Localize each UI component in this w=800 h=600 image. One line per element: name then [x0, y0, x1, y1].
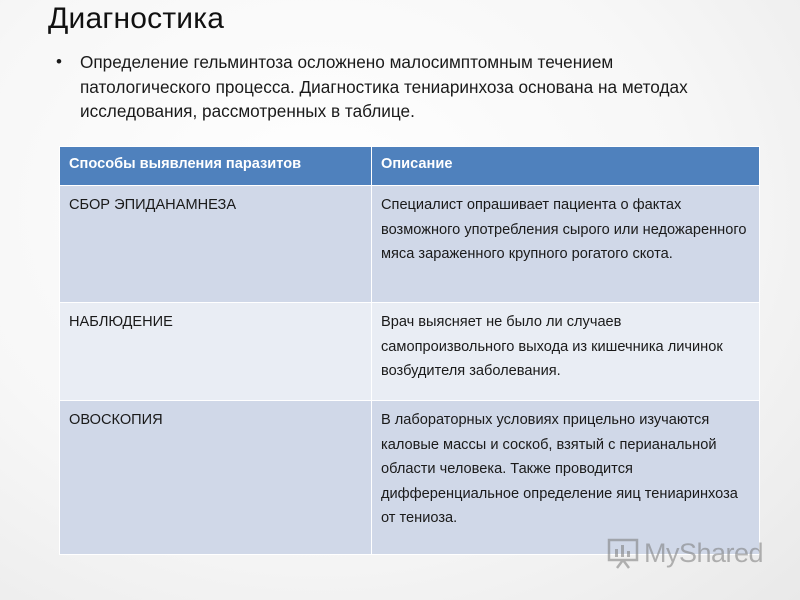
method-name-cell: НАБЛЮДЕНИЕ — [60, 303, 372, 401]
method-name-cell: ОВОСКОПИЯ — [60, 401, 372, 555]
table-row — [60, 303, 760, 401]
table-header-row — [60, 147, 760, 186]
bullet-text: Определение гельминтоза осложнено малосимптомным течением патологического процесса. Диагностика тениаринхоза основана на методах исследования, рассмотренных в таблице. — [80, 52, 688, 121]
table-row — [60, 186, 760, 303]
watermark — [606, 533, 766, 573]
method-name-cell: СБОР ЭПИДАНАМНЕЗА — [60, 186, 372, 303]
table-header-cell: Способы выявления паразитов — [60, 147, 372, 186]
method-description-cell: Специалист опрашивает пациента о фактах возможного употребления сырого или недожаренного мяса зараженного крупного рогатого скота. — [372, 186, 760, 303]
presentation-board-icon — [606, 536, 640, 570]
table-header-cell: Описание — [372, 147, 760, 186]
method-description-cell: В лабораторных условиях прицельно изучаются каловые массы и соскоб, взятый с перианальной области человека. Также проводится дифференциальное определение яиц тениаринхоза от тениоза. — [372, 401, 760, 555]
slide-title: Диагностика — [48, 2, 225, 35]
bullet-item — [56, 50, 746, 124]
bullet-icon: • — [56, 52, 62, 71]
method-description-cell: Врач выясняет не было ли случаев самопроизвольного выхода из кишечника личинок возбудителя заболевания. — [372, 303, 760, 401]
watermark-text: MyShared — [644, 537, 764, 568]
table-row — [60, 401, 760, 555]
methods-table — [59, 146, 760, 555]
